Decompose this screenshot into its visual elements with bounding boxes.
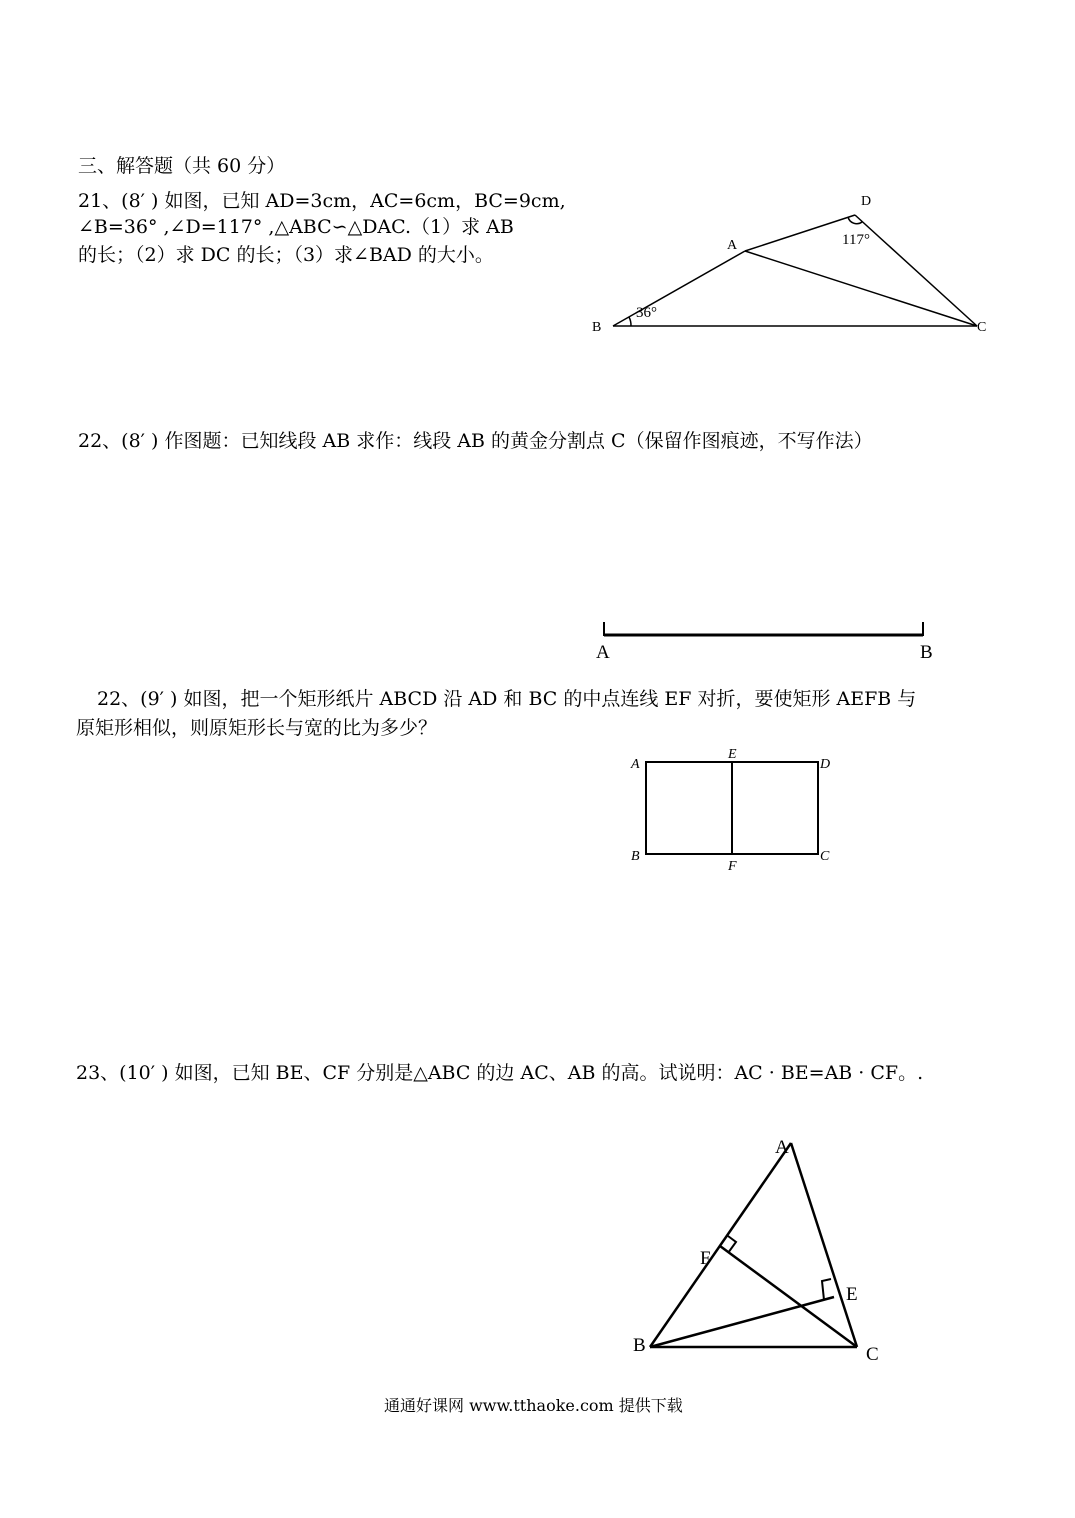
q21-label-a: A: [727, 238, 738, 253]
q23-label-a: A: [775, 1137, 789, 1158]
q22b-label-c: C: [820, 849, 830, 864]
q22b-line1: 22、(9′ ) 如图，把一个矩形纸片 ABCD 沿 AD 和 BC 的中点连线 EF 对折，要使矩形 AEFB 与: [97, 688, 917, 710]
q23-label-e: E: [846, 1284, 858, 1305]
q22a-text: 22、(8′ ) 作图题：已知线段 AB 求作：线段 AB 的黄金分割点 C（保留作图痕迹，不写作法）: [78, 430, 873, 452]
q23-triangle-figure: [620, 1130, 910, 1370]
q21-label-c: C: [977, 320, 987, 335]
q22a-segment-figure: [585, 612, 945, 664]
q21-triangle-figure: [585, 185, 1005, 345]
q23-label-f: F: [700, 1248, 711, 1269]
q22a-label-b: B: [920, 642, 933, 663]
q21-line1: 21、(8′ ) 如图，已知 AD=3cm，AC=6cm，BC=9cm,: [78, 190, 566, 212]
q21-angle-b: 36°: [636, 305, 657, 321]
q22b-rectangle-figure: [620, 740, 850, 876]
q22b-label-e: E: [728, 747, 737, 762]
q23-text: 23、(10′ ) 如图，已知 BE、CF 分别是△ABC 的边 AC、AB 的高。试说明：AC · BE=AB · CF。.: [76, 1062, 924, 1084]
footer-credit: 通通好课网 www.tthaoke.com 提供下载: [384, 1396, 683, 1415]
q21-label-d: D: [861, 194, 872, 209]
q21-angle-d: 117°: [842, 232, 870, 248]
q22b-label-f: F: [728, 859, 737, 874]
q23-label-c: C: [866, 1344, 879, 1365]
section-title: 三、解答题（共 60 分）: [78, 155, 286, 177]
q22b-label-a: A: [631, 757, 640, 772]
q21-label-b: B: [592, 320, 602, 335]
q22a-label-a: A: [596, 642, 610, 663]
q22b-label-b: B: [631, 849, 640, 864]
q23-label-b: B: [633, 1335, 646, 1356]
q22b-label-d: D: [820, 757, 831, 772]
q22b-line2: 原矩形相似，则原矩形长与宽的比为多少？: [76, 717, 438, 739]
q21-line3: 的长；（2）求 DC 的长；（3）求∠BAD 的大小。: [78, 244, 494, 266]
q21-line2: ∠B=36° ,∠D=117° ,△ABC∽△DAC.（1）求 AB: [78, 216, 514, 238]
